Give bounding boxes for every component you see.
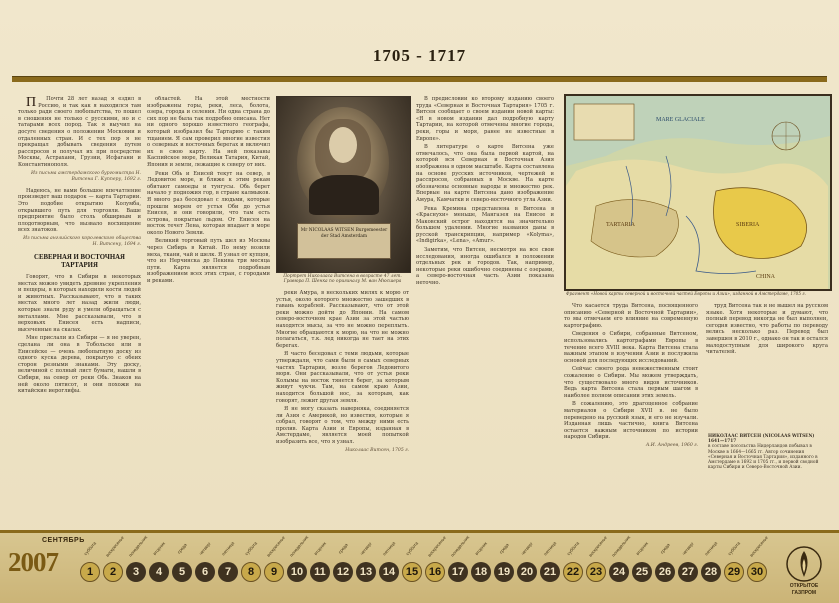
calendar-day: 22 <box>563 562 583 582</box>
weekday-label: пятница <box>381 540 397 557</box>
weekday-label: вторник <box>473 540 489 557</box>
calendar-day: 20 <box>517 562 537 582</box>
biography-title: НИКОЛААС ВИТСЕН (NICOLAAS WITSEN) 1641—1717 <box>708 434 815 445</box>
weekday-label: понедельник <box>127 534 149 558</box>
text-column-6 <box>706 303 828 431</box>
section-heading: СЕВЕРНАЯ И ВОСТОЧНАЯ ТАРТАРИЯ <box>34 254 125 270</box>
plaque-text: Mr NICOLAAS WITSEN Burgemeester der Stad Amsterdam <box>300 228 388 239</box>
calendar-day: 24 <box>609 562 629 582</box>
weekday-label: четверг <box>359 541 373 556</box>
calendar-day: 25 <box>632 562 652 582</box>
weekday-label: воскресенье <box>587 534 608 558</box>
paragraph-text: Почти 28 лет назад я ездил в Россию, и так как я находился там только ради своего любопытства, то пошел в сношения не только с русскими, но и с татарами всех пород. Так я выучил на досуге сведения о положении Московии и отдаленных стран. И с тех пор я не прекращал добывать сведения путем расспросов и получал их при посредстве Москвы, Астрахани, Грузии, Исфагани и Константинополя. <box>18 96 141 168</box>
weekday-label: среда <box>498 542 510 555</box>
weekday-label: суббота <box>565 540 581 557</box>
weekday-label: четверг <box>520 541 534 556</box>
calendar-day: 14 <box>379 562 399 582</box>
page-title: 1705 - 1717 <box>372 46 467 65</box>
calendar-day: 2 <box>103 562 123 582</box>
weekday-label: воскресенье <box>265 534 286 558</box>
calendar-day: 3 <box>126 562 146 582</box>
paragraph: областей. На этой местности изображены горы, реки, леса, болота, озера, города и селения. Ни одна страна до сих пор не была так подробно описана. Нет ни одного хорошо известного географа, который изобразил бы Тартарию с таким тщанием. Я сам проверил многие известия о северных и восточных берегах и включил их в свою карту. На ней показаны Каспийское море, Великая Татария, Китай, Япония и земли, лежащие к северу от них. <box>147 96 270 168</box>
paragraph: Я часто беседовал с теми людьми, которые утверждали, что сами были в самых северных частях Тартарии, возле берегов Ледовитого моря. Они рассказывали, что от устья реки Колымы на восток тянется берег, за которым живут чукчи. Там, на самом краю Азии, находится большой нос, за которым, как говорят, лежит другая земля. <box>276 351 409 404</box>
weekday-label: пятница <box>542 540 558 557</box>
paragraph: В предисловии ко второму изданию своего труда «Северная и Восточная Тартария» 1705 г. Витсен сообщает о своем издании новой карты: «Я в новом издании дал подробную карту Тартарии, на которой отмечены многие города, реки, горы и моря, ранее не известные в Европе». <box>416 96 554 142</box>
quote-source: А.И. Андреев, 1960 г. <box>645 442 698 448</box>
weekday-label: понедельник <box>288 534 310 558</box>
days-row <box>80 534 770 598</box>
calendar-day: 1 <box>80 562 100 582</box>
calendar-day: 23 <box>586 562 606 582</box>
weekday-label: суббота <box>404 540 420 557</box>
calendar-day: 5 <box>172 562 192 582</box>
portrait-engraving <box>276 96 411 273</box>
calendar-day: 6 <box>195 562 215 582</box>
paragraph: Великий торговый путь шел из Москвы через Сибирь в Китай. По нему возили меха, ткани, чай и шелк. Я узнал от купцов, что из Нерчинска до Пекина три месяца пути. Карта является подробным изображением всех этих стран, с городами и реками. <box>147 238 270 285</box>
weekday-label: среда <box>176 542 188 555</box>
calendar-day: 4 <box>149 562 169 582</box>
weekday-label: четверг <box>198 541 212 556</box>
weekday-label: суббота <box>726 540 742 557</box>
month-label: СЕНТЯБРЬ <box>42 537 85 544</box>
portrait-coat <box>309 175 379 215</box>
paragraph: Мне прислали из Сибири — я не уверен, сделана ли она в Тобольске или в Енисейске — очень любопытную доску из одного куска дерева, покрытую с обеих сторон резными знаками. Эту доску, величиной с полный лист бумаги, нашли в Сибири, на север от реки Обь. Знаков на ней около пятисот, и они похожи на китайские иероглифы. <box>18 335 141 395</box>
weekday-label: среда <box>659 542 671 555</box>
calendar-day: 16 <box>425 562 445 582</box>
calendar-day: 10 <box>287 562 307 582</box>
paragraph: реки Амура, в нескольких милях к морю от устья, около которого множество зашедших в гавань кораблей. Рассказывают, что от этой реки можно дойти до Японии. На самом северо-восточном крае Азии за этой частью находятся мысы, за что не можно переплыть. Многие обращаются к морю, на что не можно полагаться, т.к. лед никогда не тает на этих берегах. <box>276 290 409 349</box>
paragraph: Что касается труда Витсена, посвященного описанию «Северной и Восточной Тартарии», то мы отмечаем его влияние на современную картографию. <box>564 303 698 329</box>
calendar-day: 11 <box>310 562 330 582</box>
paragraph: Говорят, что в Сибири в некоторых местах можно увидеть древние укрепления и пещеры, в которых находили кости людей и животных. Рассказывают, что в таких местах много лет назад жили люди, которые знали руду и умели обращаться с металлами. Мне рассказывали, что в верховьях Енисея есть надписи, высеченные на скалах. <box>18 274 141 333</box>
calendar-day: 19 <box>494 562 514 582</box>
weekday-label: понедельник <box>449 534 471 558</box>
calendar-strip <box>0 530 839 603</box>
quote-source: Из письма амстердамского бургомистра Н. Витсена Г. Купперу, 1692 г. <box>31 170 141 183</box>
paragraph: В сожалению, это драгоценное собрание материалов о Сибири XVII в. не было переведено на русский язык, и его не изучали. Изданная лишь частично, книга Витсена остается важным источником по истории народов Сибири. <box>564 401 698 441</box>
weekday-label: пятница <box>703 540 719 557</box>
logo-line-1: ОТКРЫТОЕ <box>789 583 819 589</box>
paragraph <box>18 96 141 169</box>
calendar-day: 28 <box>701 562 721 582</box>
weekday-label: пятница <box>220 540 236 557</box>
text-column-1 <box>18 96 141 526</box>
calendar-day: 29 <box>724 562 744 582</box>
paragraph: труд Витсена так и не вышел на русском языке. Хотя некоторые и думают, что полный перевод никогда не был выполнен, сегодня известно, что работы по переводу велись несколько раз. Перевод был завершен в 2010 г., однако он так и остался малодоступным для широкого круга читателей. <box>706 303 828 356</box>
calendar-day: 13 <box>356 562 376 582</box>
calendar-day: 7 <box>218 562 238 582</box>
year-label: 2007 <box>8 547 58 577</box>
gazprom-logo <box>777 541 831 599</box>
paragraph: Я не могу сказать наверняка, соединяется ли Азия с Америкой, но известия, которые я собрал, говорят о том, что между ними есть пролив. Карта Азии и Европы, изданная в Амстердаме, является моей попыткой изобразить все, что я узнал. <box>276 406 409 446</box>
title-rule <box>12 76 827 82</box>
text-column-5 <box>564 303 698 525</box>
weekday-label: воскресенье <box>748 534 769 558</box>
paragraph: Река Кремина представлена в Витсена в «Краснухи» меньше, Мангазея на Енисее и Маковский острог находятся на значительно большем удалении. Многие названия даны в русской транскрипции, например «Kolyma», «Indigirka», «Lena», «Amur». <box>416 205 554 245</box>
calendar-day: 26 <box>655 562 675 582</box>
calendar-day: 12 <box>333 562 353 582</box>
portrait-caption: Портрет Николааса Витсена в возрасте 47 лет. Гравюра П. Шенка по оригиналу М. ван Мюсшера <box>283 274 402 285</box>
portrait-plaque <box>297 223 391 259</box>
paragraph: Реки Обь и Енисей текут на север, в Ледовитое море, и ближе к этим рекам обитают самоеды и тунгусы. Обь берет начало у подножия гор, в стране калмыков. Я много раз беседовал с людьми, которые прошли морем от устья Оби до устья Енисея, и они говорили, что там есть острова, покрытые льдом. От Енисея на восток течет Лена, которая впадает в море около Нового Земли. <box>147 170 270 236</box>
map-caption: Фрагмент «Новой карты северной и восточной частей Европы и Азии», изданной в Амстердаме, 1705 г. <box>566 291 806 296</box>
calendar-day: 8 <box>241 562 261 582</box>
text-column-2 <box>147 96 270 526</box>
map-label-sea: MARE GLACIALE <box>656 117 705 123</box>
paragraph: Надеюсь, не вами большое впечатление произведет ваш подарок — карта Тартарии. Это подобие открытию Колумба, открывшего путь для торговли. Ваше предприятие было столь обширным и плодотворным, что вызвало восхищение всех знатоков. <box>18 187 141 234</box>
paragraph: Сведения о Сибири, собранные Витсеном, использовались картографами Европы в течение всего XVIII века. Карта Витсена стала важным этапом в изучении Азии и послужила основой для последующих исследований. <box>564 331 698 364</box>
calendar-day: 15 <box>402 562 422 582</box>
text-column-3 <box>276 290 409 526</box>
calendar-day: 17 <box>448 562 468 582</box>
map-label-siberia: SIBERIA <box>736 222 760 228</box>
calendar-day: 30 <box>747 562 767 582</box>
map-label-china: CHINA <box>756 274 775 280</box>
map-drawing <box>566 96 830 289</box>
flame-icon <box>785 545 823 583</box>
calendar-day: 18 <box>471 562 491 582</box>
weekday-label: четверг <box>681 541 695 556</box>
weekday-label: вторник <box>312 540 328 557</box>
drop-cap: П <box>26 96 37 110</box>
biography-text: в составе посольства Нидерландов побывал в Москве в 1664—1665 гг. Автор сочинения «Северная и Восточная Тартария», изданного в Амстердаме в 1692 и 1705 гг., и первой сводной карты Сибири и Северо-Восточной Азии. <box>708 444 819 471</box>
paragraph: Заметим, что Витсен, несмотря на все свои исследования, иногда ошибался в положении отдельных рек и городов. Так, например, некоторые реки ошибочно соединены с озерами, а северо-восточная часть Азии показана неточно. <box>416 247 554 287</box>
paragraph: В литературе о карте Витсена уже отмечалось, что она была первой картой, на которой вся Северная и Восточная Азия изображена в одном масштабе. Карта составлена на основе русских источников, чертежей и расспросов, собранных в Москве. На карте обозначены основные народы и множество рек. Впервые на карте Витсена дано изображение Амура, Камчатки и северо-восточного угла Азии. <box>416 144 554 203</box>
quote-source: Из письма английского королевского общества Н. Витсену, 1694 г. <box>23 235 141 248</box>
weekday-label: суббота <box>82 540 98 557</box>
weekday-label: понедельник <box>610 534 632 558</box>
calendar-day: 9 <box>264 562 284 582</box>
weekday-label: воскресенье <box>104 534 125 558</box>
paragraph: Сейчас своего рода невежественным стоит сожаление о Сибири. Мы можем утверждать, что существовало много видов источников. Ведь карта Витсена стала первым шагом в наиболее полном описании этих земель. <box>564 366 698 399</box>
calendar-day: 21 <box>540 562 560 582</box>
weekday-label: вторник <box>634 540 650 557</box>
logo-line-2: ГАЗПРОМ <box>791 590 817 596</box>
portrait-face <box>329 127 357 163</box>
weekday-label: вторник <box>151 540 167 557</box>
map-label-tartaria: TARTARIA <box>606 222 636 228</box>
text-column-4 <box>416 96 554 526</box>
weekday-label: воскресенье <box>426 534 447 558</box>
weekday-label: суббота <box>243 540 259 557</box>
historical-map <box>564 94 832 291</box>
biography-note <box>708 434 826 470</box>
quote-source: Николаас Витсен, 1705 г. <box>345 447 409 453</box>
weekday-label: среда <box>337 542 349 555</box>
calendar-day: 27 <box>678 562 698 582</box>
